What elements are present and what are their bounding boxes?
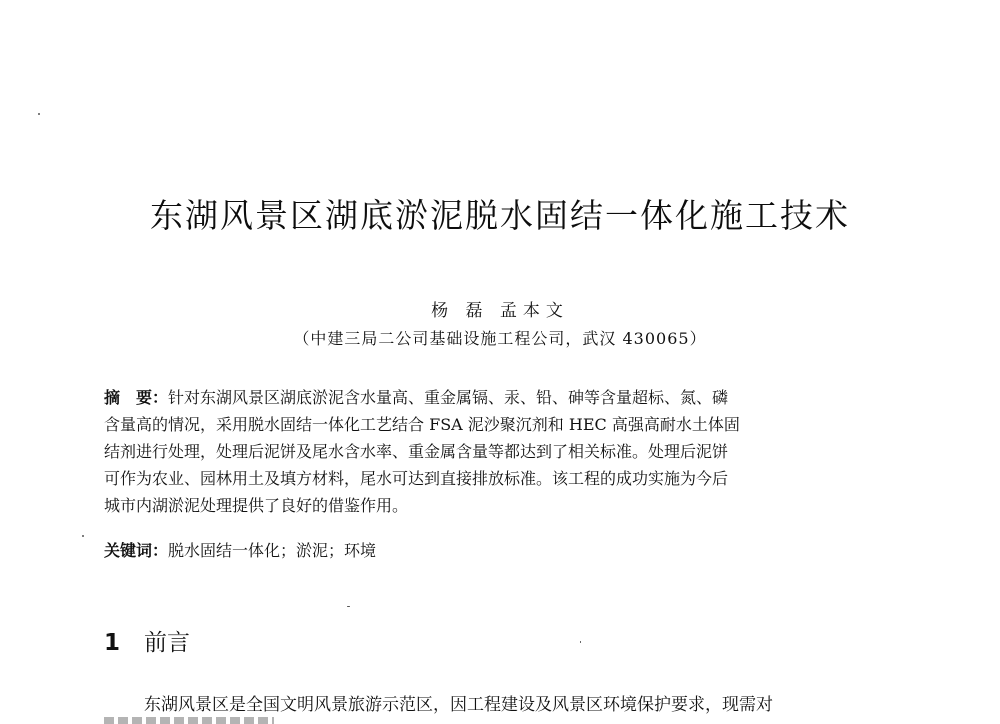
keywords-line [104, 538, 376, 561]
abstract-line: 含量高的情况，采用脱水固结一体化工艺结合 FSA 泥沙聚沉剂和 HEC 高强高耐水土体固 [104, 415, 740, 434]
section-title: 前言 [144, 630, 190, 656]
body-first-line: 东湖风景区是全国文明风景旅游示范区，因工程建设及风景区环境保护要求，现需对 [144, 695, 773, 715]
paper-authors: 杨 磊 孟本文 [431, 301, 569, 321]
scan-speck [82, 535, 84, 537]
scan-speck [38, 113, 40, 115]
cutoff-text-line [104, 717, 274, 724]
abstract-block [104, 384, 904, 519]
scan-speck [347, 606, 350, 607]
abstract-line: 可作为农业、园林用土及填方材料，尾水可达到直接排放标准。该工程的成功实施为今后 [104, 469, 729, 488]
abstract-label: 摘 要： [104, 388, 169, 407]
abstract-line: 结剂进行处理，处理后泥饼及尾水含水率、重金属含量等都达到了相关标准。处理后泥饼 [104, 442, 729, 461]
keywords-text: 脱水固结一体化；淤泥；环境 [168, 541, 377, 560]
abstract-text: 针对东湖风景区湖底淤泥含水量高、重金属镉、汞、铅、砷等含量超标、氮、磷 [168, 388, 729, 407]
abstract-line: 城市内湖淤泥处理提供了良好的借鉴作用。 [104, 496, 409, 515]
scan-speck [580, 641, 581, 643]
abstract-line [104, 384, 904, 411]
section-number: 1 [104, 630, 121, 656]
paper-affiliation: （中建三局二公司基础设施工程公司，武汉 430065） [293, 329, 707, 348]
body-paragraph [104, 690, 904, 720]
paper-title: 东湖风景区湖底淤泥脱水固结一体化施工技术 [150, 196, 850, 235]
keywords-label: 关键词： [104, 541, 169, 560]
section-heading [104, 624, 190, 657]
